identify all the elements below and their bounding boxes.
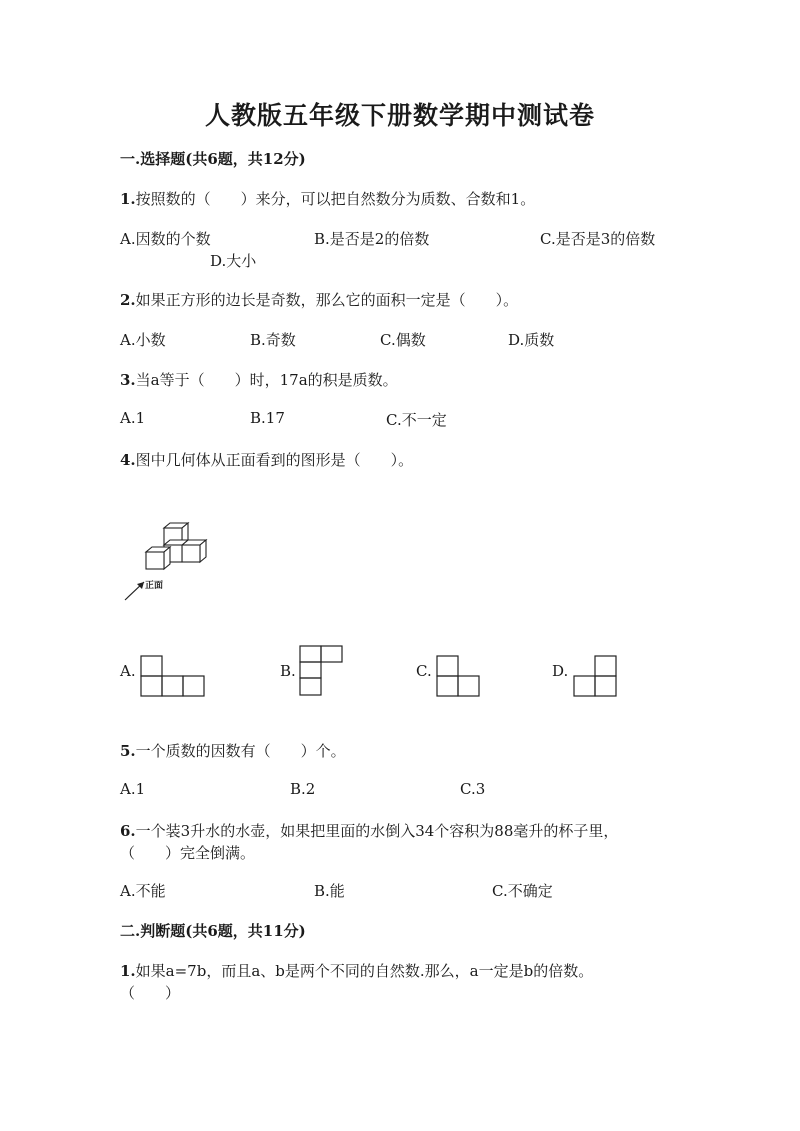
option-a: A.1 <box>120 409 146 427</box>
question-number: 5. <box>120 742 136 760</box>
option-d: D. <box>552 662 569 680</box>
option-a: A.不能 <box>120 882 166 900</box>
question-number: 3. <box>120 371 136 389</box>
option-d-figure <box>574 656 618 698</box>
option-c: C. <box>416 662 432 680</box>
option-a-figure <box>141 656 205 698</box>
option-c-figure <box>437 656 481 698</box>
option-b: B.能 <box>314 882 345 900</box>
option-b-figure <box>300 646 344 696</box>
question-text: 按照数的（ ）来分，可以把自然数分为质数、合数和1。 <box>135 190 536 208</box>
judge-question-1-blank: （ ） <box>120 984 181 1002</box>
question-text: 如果正方形的边长是奇数，那么它的面积一定是（ ）。 <box>135 291 519 309</box>
option-b: B. <box>280 662 296 680</box>
option-c: C.不确定 <box>492 882 553 900</box>
option-c: C.偶数 <box>380 331 426 349</box>
section-heading-judge: 二.判断题(共6题，共11分) <box>120 922 306 940</box>
page-title: 人教版五年级下册数学期中测试卷 <box>204 101 595 130</box>
option-c: C.3 <box>460 780 486 798</box>
cube-figure <box>120 520 230 610</box>
front-label: 正面 <box>145 581 164 591</box>
option-b: B.2 <box>290 780 316 798</box>
question-3 <box>120 369 398 390</box>
question-6-continued: （ ）完全倒满。 <box>120 844 256 862</box>
option-a: A. <box>120 662 136 680</box>
option-a: A.小数 <box>120 331 166 349</box>
option-c: C.不一定 <box>386 411 447 429</box>
option-c: C.是否是3的倍数 <box>540 230 656 248</box>
option-a: A.1 <box>120 780 146 798</box>
question-5 <box>120 740 346 761</box>
question-number: 4. <box>120 451 136 469</box>
question-1 <box>120 188 535 209</box>
question-2 <box>120 289 518 310</box>
option-b: B.17 <box>250 409 285 427</box>
section-heading-choice: 一.选择题(共6题，共12分) <box>120 150 306 168</box>
question-number: 2. <box>120 291 136 309</box>
judge-question-1 <box>120 960 593 981</box>
question-text: 一个装3升水的水壶，如果把里面的水倒入34个容积为88毫升的杯子里， <box>135 822 619 840</box>
question-text: 如果a=7b，而且a、b是两个不同的自然数.那么，a一定是b的倍数。 <box>135 962 594 980</box>
option-d: D.大小 <box>210 252 257 270</box>
question-6 <box>120 820 618 841</box>
question-text: 一个质数的因数有（ ）个。 <box>135 742 346 760</box>
option-b: B.是否是2的倍数 <box>314 230 430 248</box>
question-text: 图中几何体从正面看到的图形是（ ）。 <box>135 451 414 469</box>
option-b: B.奇数 <box>250 331 296 349</box>
question-4 <box>120 449 413 470</box>
question-text: 当a等于（ ）时，17a的积是质数。 <box>135 371 398 389</box>
option-a: A.因数的个数 <box>120 230 211 248</box>
question-number: 1. <box>120 190 136 208</box>
question-number: 6. <box>120 822 136 840</box>
option-d: D.质数 <box>508 331 555 349</box>
question-number: 1. <box>120 962 136 980</box>
